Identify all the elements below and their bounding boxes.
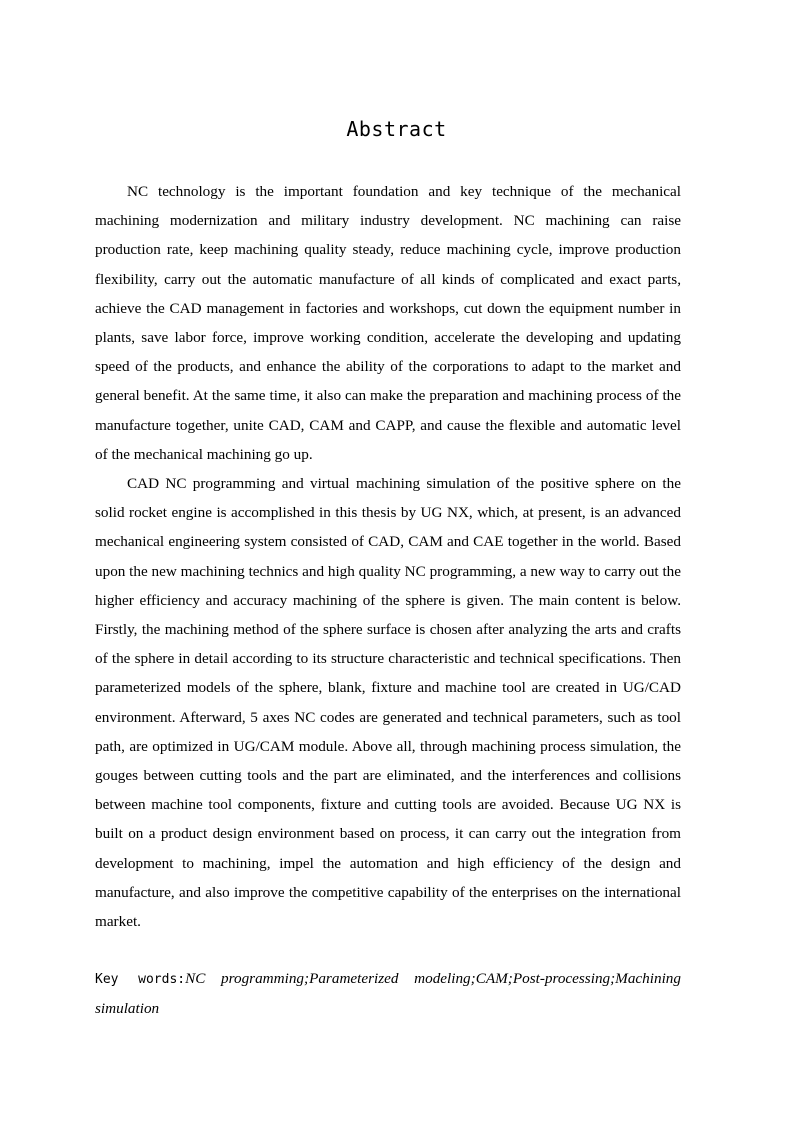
abstract-title: Abstract <box>346 117 447 141</box>
keywords-line <box>95 964 681 1023</box>
keywords-label: Key words: <box>95 972 186 987</box>
abstract-body <box>95 177 681 936</box>
abstract-paragraph-2: CAD NC programming and virtual machining simulation of the positive sphere on the solid rocket engine is accomplished in this thesis by UG NX, which, at present, is an advanced mechanical engineering system consisted of CAD, CAM and CAE together in the world. Based upon the new machining technics and high quality NC programming, a new way to carry out the higher efficiency and accuracy machining of the sphere is given. The main content is below. Firstly, the machining method of the sphere surface is chosen after analyzing the arts and crafts of the sphere in detail according to its structure characteristic and technical specifications. Then parameterized models of the sphere, blank, fixture and machine tool are created in UG/CAD environment. Afterward, 5 axes NC codes are generated and technical parameters, such as tool path, are optimized in UG/CAM module. Above all, through machining process simulation, the gouges between cutting tools and the part are eliminated, and the interferences and collisions between machine tool components, fixture and cutting tools are avoided. Because UG NX is built on a product design environment based on process, it can carry out the integration from development to machining, impel the automation and high efficiency of the design and manufacture, and also improve the competitive capability of the enterprises on the international market. <box>95 475 681 931</box>
abstract-paragraph-1: NC technology is the important foundation and key technique of the mechanical machining modernization and military industry development. NC machining can raise production rate, keep machining quality steady, reduce machining cycle, improve production flexibility, carry out the automatic manufacture of all kinds of complicated and exact parts, achieve the CAD management in factories and workshops, cut down the equipment number in plants, save labor force, improve working condition, accelerate the developing and updating speed of the products, and enhance the ability of the corporations to adapt to the market and general benefit. At the same time, it also can make the preparation and machining process of the manufacture together, unite CAD, CAM and CAPP, and cause the flexible and automatic level of the mechanical machining go up. <box>95 183 681 463</box>
keywords-values: NC programming;Parameterized modeling;CAM;Post-processing;Machining simulation <box>95 970 681 1018</box>
